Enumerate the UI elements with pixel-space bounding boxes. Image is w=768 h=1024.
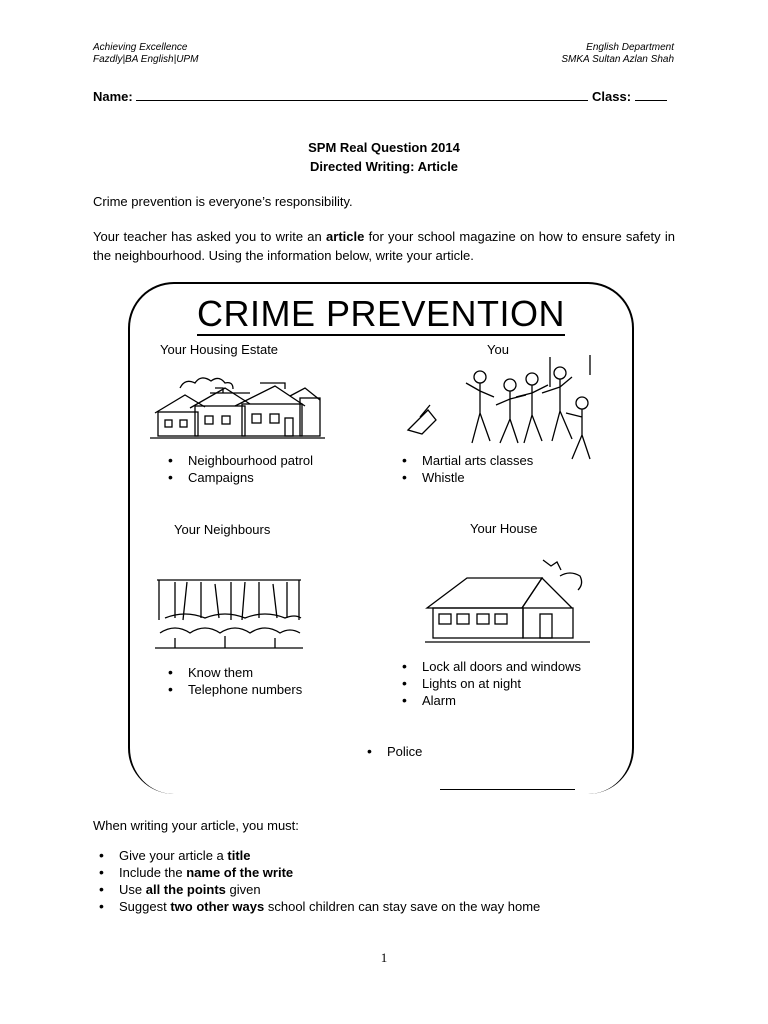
section-label-house: Your House [470,521,538,536]
divider [440,789,575,790]
extra-points [361,743,422,760]
martial-arts-icon [400,355,600,465]
section-label-you: You [487,342,509,357]
task-text-2: for your school magazine on how to ensure safety in the neighbourhood. Using the information below, write your article. [93,229,675,263]
class-label: Class: [592,89,632,104]
section-label-neighbours: Your Neighbours [174,522,271,537]
list-item: • Suggest two other ways school children can stay save on the way home [93,898,540,915]
list-item: • Include the name of the write [93,864,540,881]
header-motto: Achieving Excellence [93,42,188,53]
houses-icon [150,368,325,443]
list-item: • Give your article a title [93,847,540,864]
name-blank[interactable] [136,88,588,101]
header-left [93,42,198,66]
page-subtitle: Directed Writing: Article [309,159,459,174]
page-number: 1 [380,950,388,965]
task-text-1: Your teacher has asked you to write an [93,229,327,244]
instructions-lead: When writing your article, you must: [93,818,299,833]
list-item: • Telephone numbers [162,681,302,698]
you-points [396,452,533,486]
name-label: Name: [93,89,133,104]
list-item: • Know them [162,664,302,681]
poster-title: CRIME PREVENTION [196,293,566,334]
crowd-icon [155,578,303,658]
task-paragraph [93,227,675,265]
list-item: • Lights on at night [396,675,581,692]
list-item: • Lock all doors and windows [396,658,581,675]
neighbours-points [162,664,302,698]
task-bold: article [326,229,365,244]
list-item: • Police [361,743,422,760]
housing-estate-points [162,452,313,486]
header-school: SMKA Sultan Azlan Shah [561,54,674,65]
section-label-housing-estate: Your Housing Estate [160,342,279,357]
header-author: Fazdly|BA English|UPM [93,54,199,65]
list-item: • Neighbourhood patrol [162,452,313,469]
house-icon [425,558,590,648]
name-class-line [93,88,673,104]
house-points [396,658,581,709]
list-item: • Use all the points given [93,881,540,898]
class-blank[interactable] [635,88,667,101]
list-item: • Campaigns [162,469,313,486]
header-right [561,42,674,66]
page-title: SPM Real Question 2014 [308,140,460,155]
intro-sentence: Crime prevention is everyone’s responsibility. [93,194,353,209]
list-item: • Alarm [396,692,581,709]
instructions-list [93,847,540,915]
list-item: • Martial arts classes [396,452,533,469]
header-department: English Department [586,42,674,53]
list-item: • Whistle [396,469,533,486]
